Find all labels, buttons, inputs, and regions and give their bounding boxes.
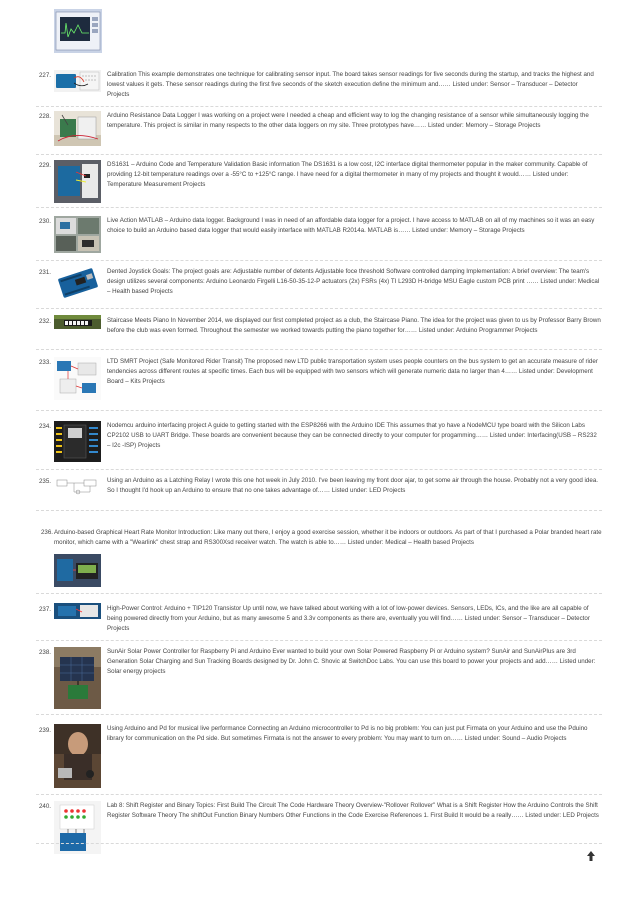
entry-thumbnail[interactable] bbox=[54, 357, 101, 400]
entry-description[interactable]: SunAir Solar Power Controller for Raspberry Pi and Arduino Ever wanted to build your own Solar Powered Raspberry Pi or Arduino system? SunAir and SunAirPlus are 3rd Generation Solar Charging and Sun Tracking Boards designed by Dr. John C. Shovic at SwitchDoc Labs. You can use this board to power your projects and add…… Listed under: Solar energy projects bbox=[107, 648, 596, 675]
entry-description[interactable]: Arduino-based Graphical Heart Rate Monitor Introduction: Like many out there, I enjoy a good exercise session, whether it be indoors or outdoors. As part of that I purchased a Polar branded heart rate monitor, which came with a "Wearlink" chest strap and RS300Xsd receiver watch. The watch is able to…… Listed under: Medical – Health based Projects bbox=[54, 529, 602, 546]
separator bbox=[36, 640, 602, 641]
entry-thumbnail[interactable] bbox=[54, 476, 101, 498]
entry-number: 240. bbox=[38, 803, 51, 810]
entry-description[interactable]: High-Power Control: Arduino + TIP120 Transistor Up until now, we have talked about working with a lot of low-power devices. Sensors, LEDs, ICs, and the like are all capable of being powered directly from your Arduino, but as many awesome 5 and 3.3v components as there are, eventually you will find…… Listed under: Sensor – Transducer – Detector Projects bbox=[107, 605, 590, 632]
entry-number: 233. bbox=[38, 359, 51, 366]
entry-description[interactable]: Using an Arduino as a Latching Relay I wrote this one hot week in July 2010. I've been leaving my front door ajar, to get some air through the house. Probably not a very good idea. So I thought I'd hook up an Arduino to ensure that no one takes advantage of…… Listed under: LED Projects bbox=[107, 477, 598, 494]
separator bbox=[36, 593, 602, 594]
separator bbox=[36, 207, 602, 208]
separator bbox=[36, 349, 602, 350]
entry-description[interactable]: Live Action MATLAB – Arduino data logger. Background I was in need of an affordable data logger for a project. I have access to MATLAB on all of my machines so it was an easy choice to build an Arduino based data logger that would easily interface with MATLAB R2014a. MATLAB is…… Listed under: Memory – Storage Projects bbox=[107, 217, 595, 234]
entry-thumbnail[interactable] bbox=[54, 421, 101, 462]
entry-thumbnail[interactable] bbox=[54, 111, 101, 146]
entry-description[interactable]: Nodemcu arduino interfacing project A guide to getting started with the ESP8266 with the Arduino IDE This assumes that yo have a NodeMCU type board with the Silicon Labs CP2102 USB to UART Bridge. These boards are convenient because they can be connected directly to your computer for progamming…… Listed under: Interfacing(USB – RS232 – I2c -ISP) Projects bbox=[107, 422, 597, 449]
separator bbox=[36, 469, 602, 470]
entry-description[interactable]: Using Arduino and Pd for musical live performance Connecting an Arduino microcontroller to Pd is no big problem: You can just put Firmata on your Arduino and use the Pduino library for communication on the Pd side. But sometimes Firmata is not the answer to every problem: You may want to turn on…… Listed under: Sound – Audio Projects bbox=[107, 725, 588, 742]
separator bbox=[36, 794, 602, 795]
entry-thumbnail[interactable] bbox=[54, 70, 101, 92]
entry-thumbnail[interactable] bbox=[54, 315, 101, 329]
entry-description[interactable]: Calibration This example demonstrates one technique for calibrating sensor input. The board takes sensor readings for five seconds during the startup, and tracks the highest and lowest values it gets. These sensor readings during the first five seconds of the sketch execution define the minimum and…… Listed under: Sensor – Transducer – Detector Projects bbox=[107, 71, 594, 98]
entry-number: 232. bbox=[38, 318, 51, 325]
entry-description[interactable]: DS1631 – Arduino Code and Temperature Validation Basic information The DS1631 is a low cost, I2C interface digital thermometer popular in the maker community. Capable of providing 12-bit temperature readings over a -55°C to +125°C range. I have need for a digital thermometer in many of my projects and thought it would…… Listed under: Temperature Measurement Projects bbox=[107, 161, 588, 188]
entry-description[interactable]: LTD SMRT Project (Safe Monitored Rider Transit) The proposed new LTD public transportation system uses people counters on the bus system to get an accurate measure of rider tendencies across different routes at specific times. Each bus will be equipped with two sensors which will generate numeric data no larger than 4…… Listed under: Development Board – Kits Projects bbox=[107, 358, 598, 385]
entry-description[interactable]: Dented Joystick Goals: The project goals are: Adjustable number of detents Adjustable foce threshold Software controlled damping Implementation: A brief overview: The team's design utilizes several components: Arduino Leonardo Firgelli L16-50-35-12-P actuators (2x) FSRs (4x) TI L293D H-bridge MSU Eagle custom PCB print …… Listed under: Medical – Health based Projects bbox=[107, 268, 600, 295]
entry-thumbnail[interactable] bbox=[54, 267, 101, 299]
separator bbox=[36, 410, 602, 411]
entry-description[interactable]: Staircase Meets Piano In November 2014, we displayed our first completed project as a club, the Staircase Piano. The idea for the project was given to us by Professor Barry Brown before the club was even formed. Throughout the semester we worked towards putting the piano together for…… Listed under: Arduino Programmer Projects bbox=[107, 317, 601, 334]
separator bbox=[36, 154, 602, 155]
entry-number: 234. bbox=[38, 423, 51, 430]
entry-number: 230. bbox=[38, 218, 51, 225]
entry-number: 228. bbox=[38, 113, 51, 120]
separator bbox=[36, 510, 602, 511]
entry-number: 237. bbox=[38, 606, 51, 613]
separator bbox=[36, 843, 602, 844]
entry-number: 235. bbox=[38, 478, 51, 485]
entry-thumbnail[interactable] bbox=[54, 647, 101, 709]
entry-thumbnail[interactable] bbox=[54, 603, 101, 619]
entry-number: 236. bbox=[40, 529, 53, 536]
entry-description[interactable]: Lab 8: Shift Register and Binary Topics: First Build The Circuit The Code Hardware Theory Overview-"Rollover Rollover" What is a Shift Register How the Arduino Controls the Shift Register Software Theory The shiftOut Function Binary Numbers Other Functions in the Code Exercise References 1. First Build It would be a really…… Listed under: LED Projects bbox=[107, 802, 599, 819]
separator bbox=[36, 308, 602, 309]
entry-number: 239. bbox=[38, 727, 51, 734]
entry-description[interactable]: Arduino Resistance Data Logger I was working on a project were I needed a cheap and efficient way to log the changing resistance of a sensor while simultaneously logging the temperature. This project is similar in many respects to the other data loggers on my site. Three prototypes have…… Listed under: Memory – Storage Projects bbox=[107, 112, 589, 129]
entry-number: 231. bbox=[38, 269, 51, 276]
entry-thumbnail[interactable] bbox=[54, 724, 101, 788]
separator bbox=[36, 106, 602, 107]
entry-number: 238. bbox=[38, 649, 51, 656]
separator bbox=[36, 714, 602, 715]
separator bbox=[36, 260, 602, 261]
entry-number: 229. bbox=[38, 162, 51, 169]
entry-226-thumbnail bbox=[54, 9, 102, 53]
entry-thumbnail[interactable] bbox=[54, 801, 101, 854]
entry-thumbnail[interactable] bbox=[54, 216, 101, 253]
entry-thumbnail[interactable] bbox=[54, 160, 101, 203]
up-arrow-icon[interactable] bbox=[586, 850, 596, 862]
entry-number: 227. bbox=[38, 72, 51, 79]
entry-thumbnail[interactable] bbox=[54, 554, 101, 587]
